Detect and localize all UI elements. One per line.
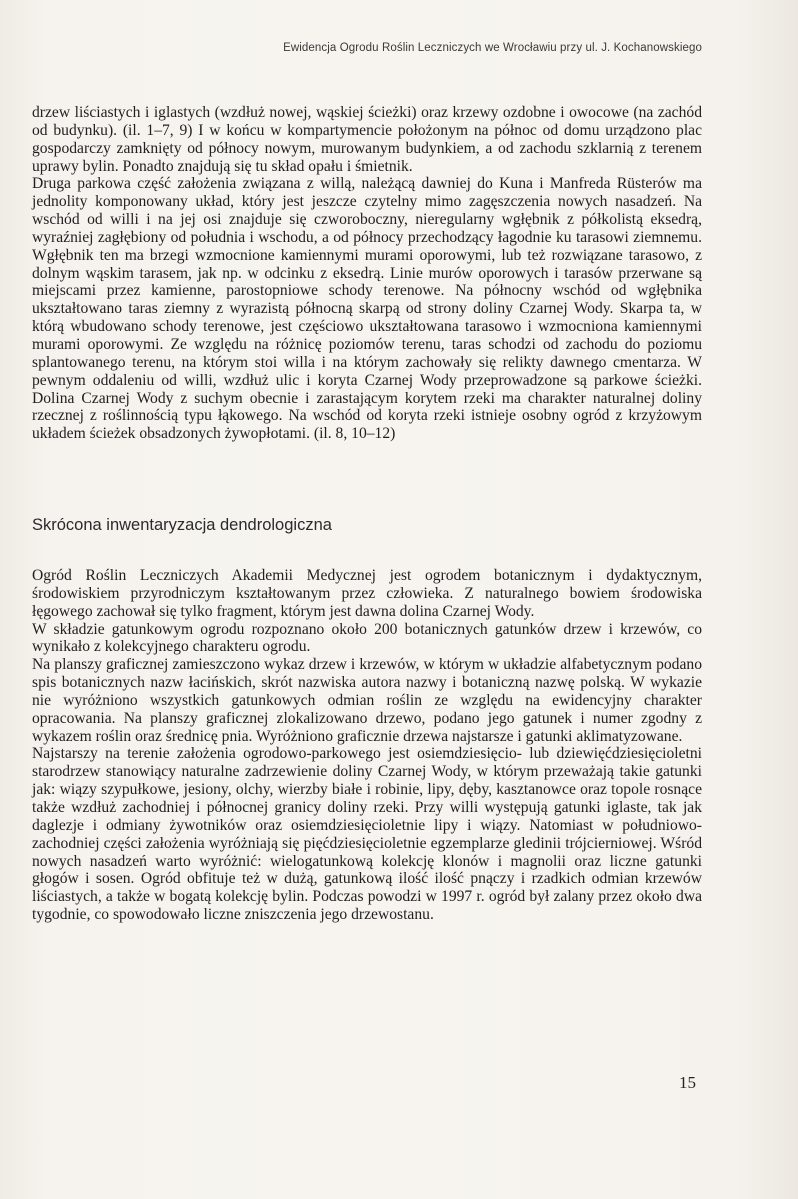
page-number: 15 (679, 1073, 696, 1092)
paragraph: Najstarszy na terenie założenia ogrodowo-parkowego jest osiemdziesięcio- lub dziewięćdziesięcioletni starodrzew stanowiący naturalne zadrzewienie doliny Czarnej Wody, w którym przeważają takie gatunki jak: wiązy szypułkowe, jesiony, olchy, wierzby białe i robinie, lipy, dęby, kasztanowce oraz topole rosnące także wzdłuż zachodniej i północnej granicy doliny rzeki. Przy willi występują gatunki iglaste, tak jak daglezje i odmiany żywotników oraz osiemdziesięcioletnie lipy i wiązy. Natomiast w południowo-zachodniej części założenia wyróżniają się pięćdziesięcioletnie egzemplarze gledinii trójcierniowej. Wśród nowych nasadzeń warto wyróżnić: wielogatunkową kolekcję klonów i magnolii oraz liczne gatunki głogów i sosen. Ogród obfituje też w dużą, gatunkową ilość ilość pnączy i rzadkich odmian krzewów liściastych, a także w bogatą kolekcję bylin. Podczas powodzi w 1997 r. ogród był zalany przez około dwa tygodnie, co spowodowało liczne zniszczenia jego drzewostanu. (32, 745, 702, 924)
section-heading: Skrócona inwentaryzacja dendrologiczna (32, 516, 332, 534)
paragraph: Ogród Roślin Leczniczych Akademii Medycznej jest ogrodem botanicznym i dydaktycznym, środowiskiem przyrodniczym kształtowanym przez człowieka. Z naturalnego bowiem środowiska łęgowego zachował się tylko fragment, którym jest dawna dolina Czarnej Wody. (32, 567, 702, 620)
paragraph: Druga parkowa część założenia związana z willą, należącą dawniej do Kuna i Manfreda Rüsterów ma jednolity komponowany układ, który jest jeszcze czytelny mimo zagęszczenia nowych nasadzeń. Na wschód od willi i na jej osi znajduje się czworoboczny, nieregularny wgłębnik z półkolistą eksedrą, wyraźniej zagłębiony od południa i wschodu, a od północy przechodzący łagodnie ku tarasowi ziemnemu. Wgłębnik ten ma brzegi wzmocnione kamiennymi murami oporowymi, lub też rozwiązane tarasowo, z dolnym wąskim tarasem, jak np. w odcinku z eksedrą. Linie murów oporowych i tarasów przerwane są miejscami przez kamienne, parostopniowe schody terenowe. Na północny wschód od wgłębnika ukształtowano taras ziemny z wyrazistą północną skarpą od strony doliny Czarnej Wody. Skarpa ta, w którą wbudowano schody terenowe, jest częściowo ukształtowana tarasowo i wzmocniona kamiennymi murami oporowymi. Ze względu na różnicę poziomów terenu, taras schodzi od zachodu do poziomu splantowanego terenu, na którym stoi willa i na którym zachowały się relikty dawnego cmentarza. W pewnym oddaleniu od willi, wzdłuż ulic i koryta Czarnej Wody przeprowadzone są parkowe ścieżki. Dolina Czarnej Wody z suchym obecnie i zarastającym korytem rzeki ma charakter naturalnej doliny rzecznej z roślinnością typu łąkowego. Na wschód od koryta rzeki istnieje osobny ogród z krzyżowym układem ścieżek obsadzonych żywopłotami. (il. 8, 10–12) (32, 175, 702, 443)
paragraph: Na planszy graficznej zamieszczono wykaz drzew i krzewów, w którym w układzie alfabetycznym podano spis botanicznych nazw łacińskich, skrót nazwiska autora nazwy i botaniczną nazwę polską. W wykazie nie wyróżniono wszystkich gatunkowych odmian roślin ze względu na ewidencyjny charakter opracowania. Na planszy graficznej zlokalizowano drzewo, podano jego gatunek i numer zgodny z wykazem roślin oraz średnicę pnia. Wyróżniono graficznie drzewa najstarsze i gatunki aklimatyzowane. (32, 656, 702, 745)
paragraph: drzew liściastych i iglastych (wzdłuż nowej, wąskiej ścieżki) oraz krzewy ozdobne i owocowe (na zachód od budynku). (il. 1–7, 9) I w końcu w kompartymencie położonym na północ od domu urządzono plac gospodarczy zamknięty od północy nowym, murowanym budynkiem, a od zachodu szklarnią z terenem uprawy bylin. Ponadto znajdują się tu skład opału i śmietnik. (32, 104, 702, 175)
body-text-part1 (32, 104, 702, 443)
body-text-part2 (32, 567, 702, 924)
running-header: Ewidencja Ogrodu Roślin Leczniczych we Wrocławiu przy ul. J. Kochanowskiego (283, 42, 702, 54)
paragraph: W składzie gatunkowym ogrodu rozpoznano około 200 botanicznych gatunków drzew i krzewów, co wynikało z kolekcyjnego charakteru ogrodu. (32, 620, 702, 656)
